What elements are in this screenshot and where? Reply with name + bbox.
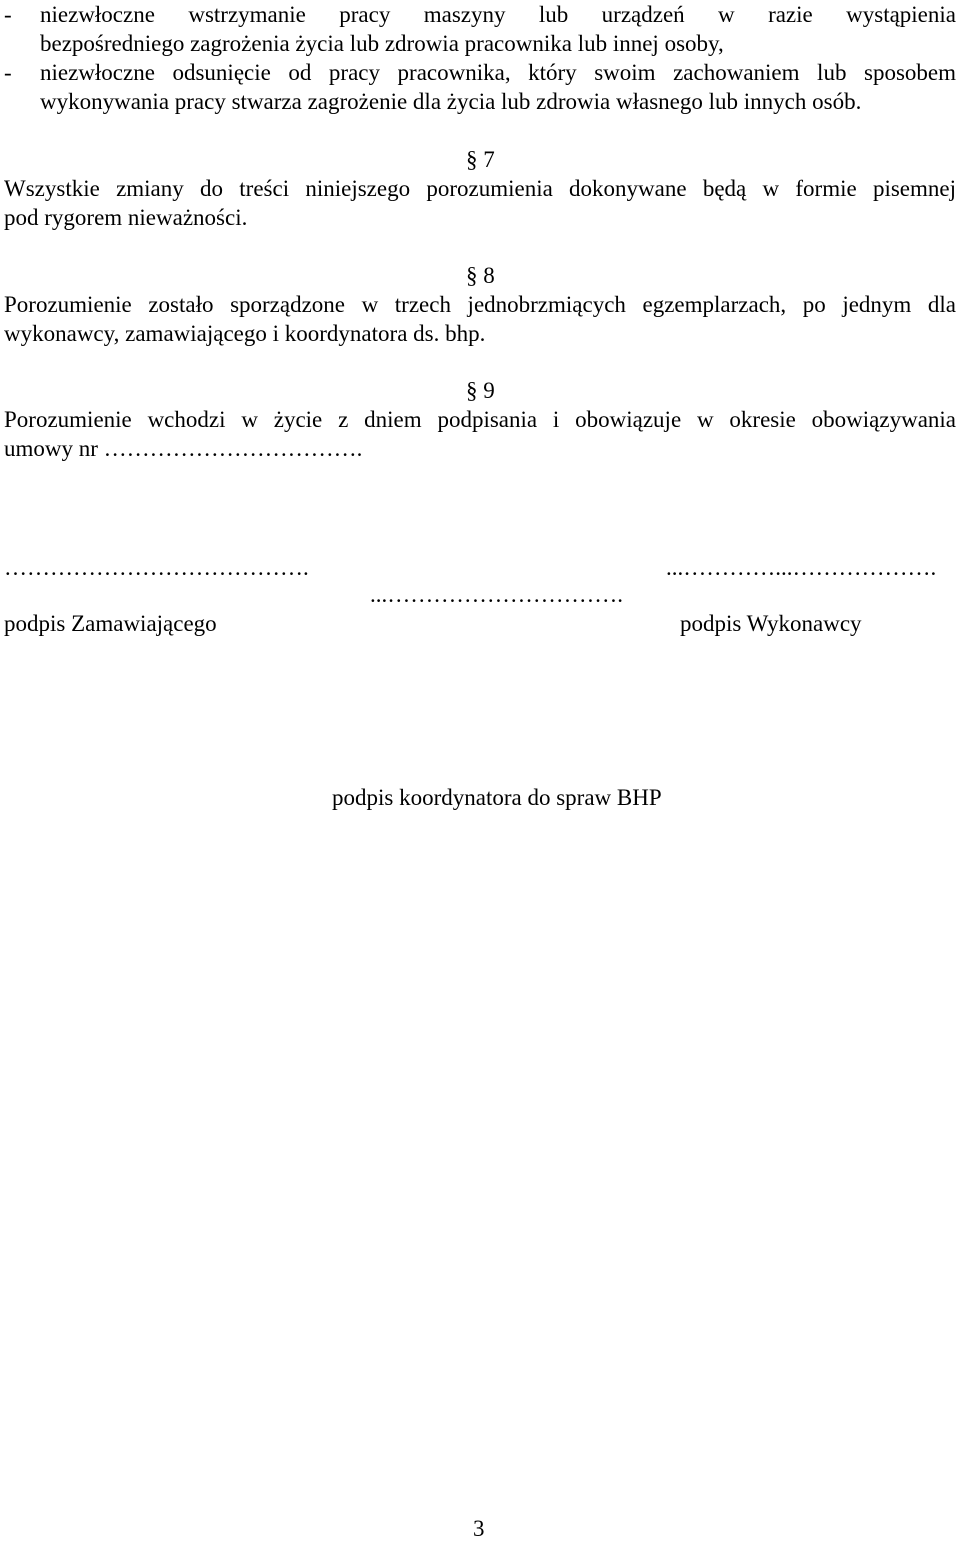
section-9-heading: § 9 (466, 378, 495, 403)
section-8-heading: § 8 (466, 263, 495, 288)
section-7-line-1: Wszystkie zmiany do treści niniejszego porozumienia dokonywane będą w formie pisemnej (4, 176, 956, 201)
section-8-line-1: Porozumienie zostało sporządzone w trzech jednobrzmiących egzemplarzach, po jednym dla (4, 292, 956, 317)
signature-line-koordynator: ...…………………………. (370, 582, 623, 607)
section-8-line-2: wykonawcy, zamawiającego i koordynatora ds. bhp. (4, 321, 486, 346)
bullet-marker: - (4, 2, 12, 27)
bullet-2-line-2: wykonywania pracy stwarza zagrożenie dla życia lub zdrowia własnego lub innych osób. (40, 89, 862, 114)
section-9-line-1: Porozumienie wchodzi w życie z dniem podpisania i obowiązuje w okresie obowiązywania (4, 407, 956, 432)
bullet-2-line-1: niezwłoczne odsunięcie od pracy pracownika, który swoim zachowaniem lub sposobem (40, 60, 956, 85)
section-7-heading: § 7 (466, 147, 495, 172)
signature-label-koordynator: podpis koordynatora do spraw BHP (332, 785, 662, 810)
page-number: 3 (473, 1516, 485, 1541)
bullet-marker: - (4, 60, 12, 85)
section-7-line-2: pod rygorem nieważności. (4, 205, 248, 230)
signature-label-zamawiajacy: podpis Zamawiającego (4, 611, 217, 636)
signature-label-wykonawca: podpis Wykonawcy (680, 611, 862, 636)
signature-line-wykonawca: ...…………...………………. (666, 555, 937, 580)
bullet-1-line-1: niezwłoczne wstrzymanie pracy maszyny lub urządzeń w razie wystąpienia (40, 2, 956, 27)
bullet-1-line-2: bezpośredniego zagrożenia życia lub zdrowia pracownika lub innej osoby, (40, 31, 724, 56)
signature-line-zamawiajacy: …………………………………. (4, 555, 309, 580)
section-9-line-2: umowy nr ……………………………. (4, 436, 363, 461)
